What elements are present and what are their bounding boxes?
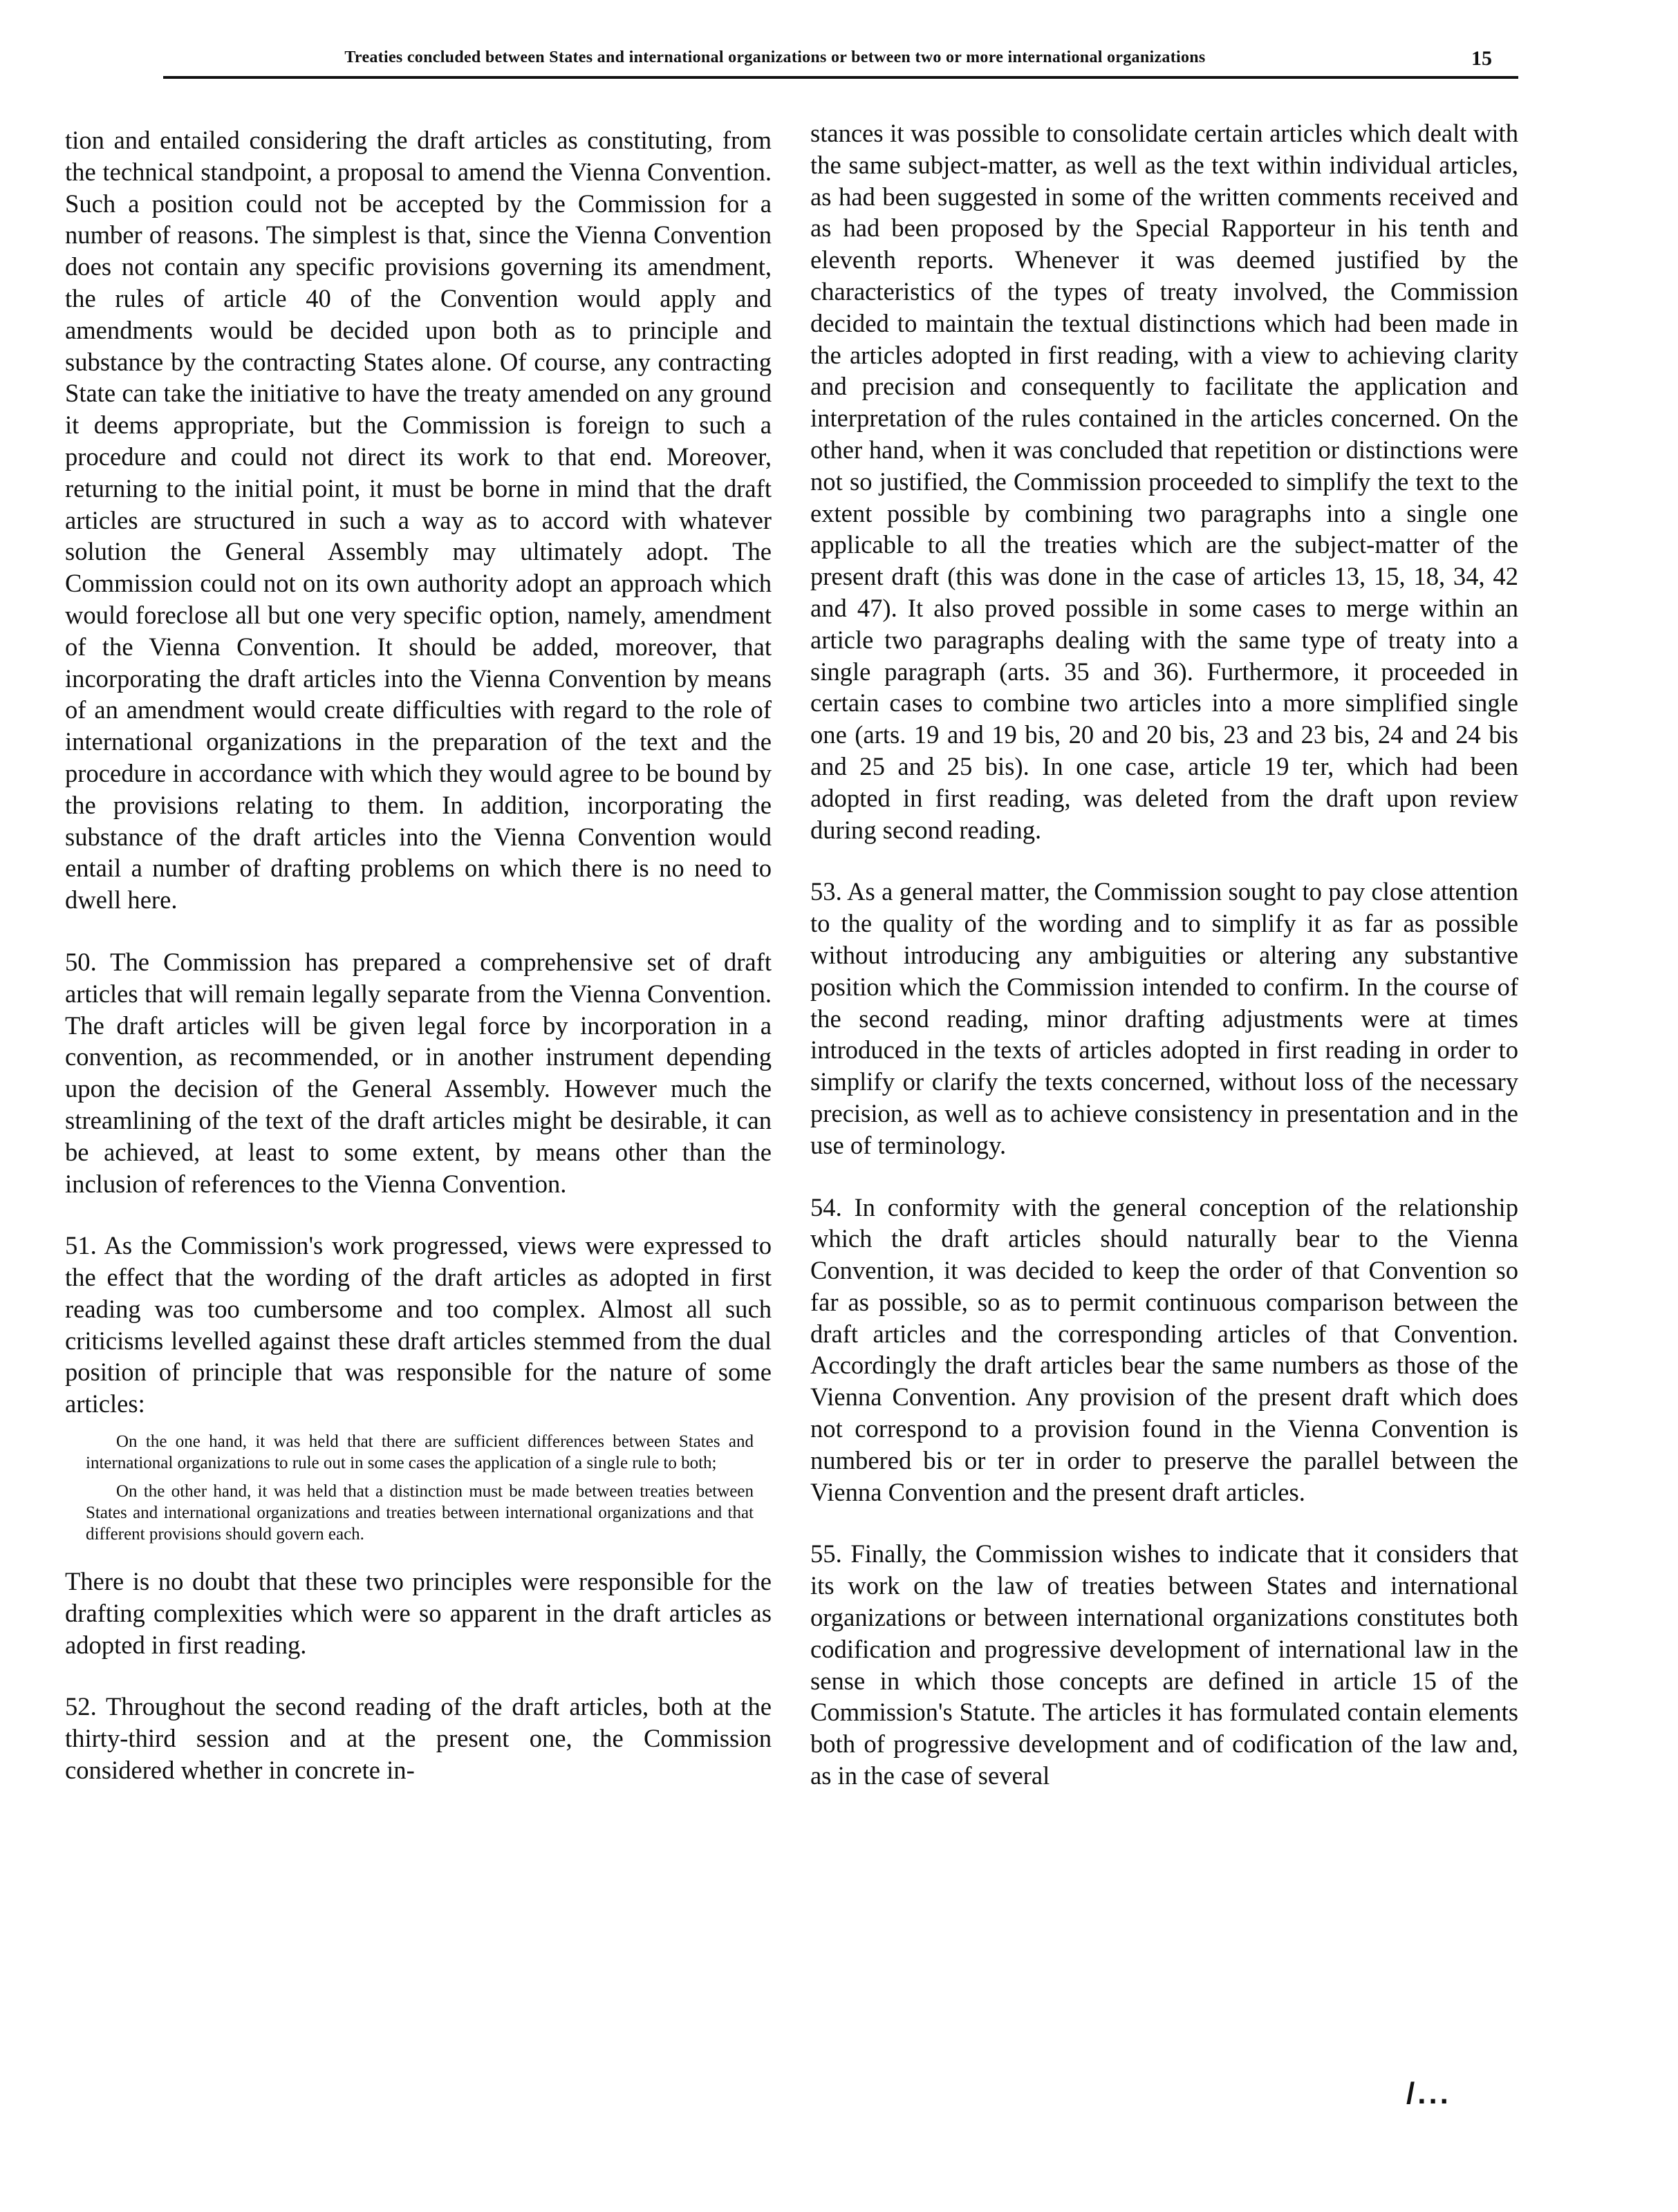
quoted-principle-1: On the one hand, it was held that there are sufficient differences between States and international organizations to rule out in some cases the application of a single rule to both; [86,1432,754,1473]
paragraph-53: 53. As a general matter, the Commission sought to pay close attention to the quality of the wording and to simplify it as far as possible without introducing any ambiguities or altering any substantive position which the Commission intended to confirm. In the course of the second reading, minor drafting adjustments were at times introduced in the texts of articles adopted in first reading in order to simplify or clarify the texts concerned, without loss of the necessary precision, as well as to achieve consistency in presentation and in the use of terminology. [810,877,1518,1159]
paragraph-49-continued: tion and entailed considering the draft articles as constituting, from the technical standpoint, a proposal to amend the Vienna Convention. Such a position could not be accepted by the Commission for a number of reasons. The simplest is that, since the Vienna Convention does not contain any specific provisions governing its amendment, the rules of article 40 of the Convention would apply and amendments would be decided upon both as to principle and substance by the contracting States alone. Of course, any contracting State can take the initiative to have the treaty amended on any ground it deems appropriate, but the Commission is foreign to such a procedure and could not direct its work to that end. Moreover, returning to the initial point, it must be borne in mind that the draft articles are structured in such a way as to accord with whatever solution the General Assembly may ultimately adopt. The Commission could not on its own authority adopt an approach which would foreclose all but one very specific option, namely, amendment of the Vienna Convention. It should be added, moreover, that incorporating the draft articles into the Vienna Convention by means of an amendment would create difficulties with regard to the role of international organizations in the preparation of the text and the procedure in accordance with which they would agree to be bound by the provisions relating to them. In addition, incorporating the substance of the draft articles into the Vienna Convention would entail a number of drafting problems on which there is no need to dwell here. [65,126,772,915]
quoted-principle-2: On the other hand, it was held that a distinction must be made between treaties between States and international organizations and treaties between international organizations and that different provisions should govern each. [86,1482,754,1544]
page-number: 15 [1471,47,1492,70]
running-header-title: Treaties concluded between States and international organizations or between two or more international organizations [344,48,1206,66]
paragraph-51-conclusion: There is no doubt that these two principles were responsible for the drafting complexities which were so apparent in the draft articles as adopted in first reading. [65,1567,772,1659]
paragraph-52-continued: stances it was possible to consolidate certain articles which dealt with the same subject-matter, as well as the text within individual articles, as had been suggested in some of the written comments received and as had been proposed by the Special Rapporteur in his tenth and eleventh reports. Whenever it was deemed justified by the characteristics of the types of treaty involved, the Commission decided to maintain the textual distinctions which had been made in the articles adopted in first reading, with a view to achieving clarity and precision and consequently to facilitate the application and interpretation of the rules contained in the articles concerned. On the other hand, when it was concluded that repetition or distinctions were not so justified, the Commission proceeded to simplify the text to the extent possible by combining two paragraphs into a single one applicable to all the treaties which are the subject-matter of the present draft (this was done in the case of articles 13, 15, 18, 34, 42 and 47). It also proved possible in some cases to merge within an article two paragraphs dealing with the same type of treaty into a single paragraph (arts. 35 and 36). Furthermore, it proceeded in certain cases to combine two articles into a more simplified single one (arts. 19 and 19 bis, 20 and 20 bis, 23 and 23 bis, 24 and 24 bis and 25 and 25 bis). In one case, article 19 ter, which had been adopted in first reading, was deleted from the draft upon review during second reading. [810,119,1518,844]
running-header [163,46,1518,79]
paragraph-51: 51. As the Commission's work progressed, views were expressed to the effect that the wording of the draft articles as adopted in first reading was too cumbersome and too complex. Almost all such criticisms levelled against these draft articles stemmed from the dual position of principle that was responsible for the nature of some articles: [65,1231,772,1418]
paragraph-52: 52. Throughout the second reading of the draft articles, both at the thirty-third session and at the present one, the Commission considered whether in concrete in- [65,1692,772,1785]
continuation-mark: /... [1406,2077,1451,2110]
left-column [65,124,772,1786]
paragraph-55: 55. Finally, the Commission wishes to indicate that it considers that its work on the law of treaties between States and international organizations or between international organizations constitutes both codification and progressive development of international law in the sense in which those concepts are defined in article 15 of the Commission's Statute. The articles it has formulated contain elements both of progressive development and of codification of the law and, as in the case of several [810,1539,1518,1790]
right-column [810,118,1518,1792]
paragraph-50: 50. The Commission has prepared a comprehensive set of draft articles that will remain legally separate from the Vienna Convention. The draft articles will be given legal force by incorporation in a convention, as recommended, or in another instrument depending upon the decision of the General Assembly. However much the streamlining of the text of the draft articles might be desirable, it can be achieved, at least to some extent, by means other than the inclusion of references to the Vienna Convention. [65,947,772,1198]
paragraph-54: 54. In conformity with the general conception of the relationship which the draft articles should naturally bear to the Vienna Convention, it was decided to keep the order of that Convention so far as possible, so as to permit continuous comparison between the draft articles and the corresponding articles of that Convention. Accordingly the draft articles bear the same numbers as those of the Vienna Convention. Any provision of the present draft which does not correspond to a provision found in the Vienna Convention is numbered bis or ter in order to preserve the parallel between the Vienna Convention and the present draft articles. [810,1192,1518,1506]
